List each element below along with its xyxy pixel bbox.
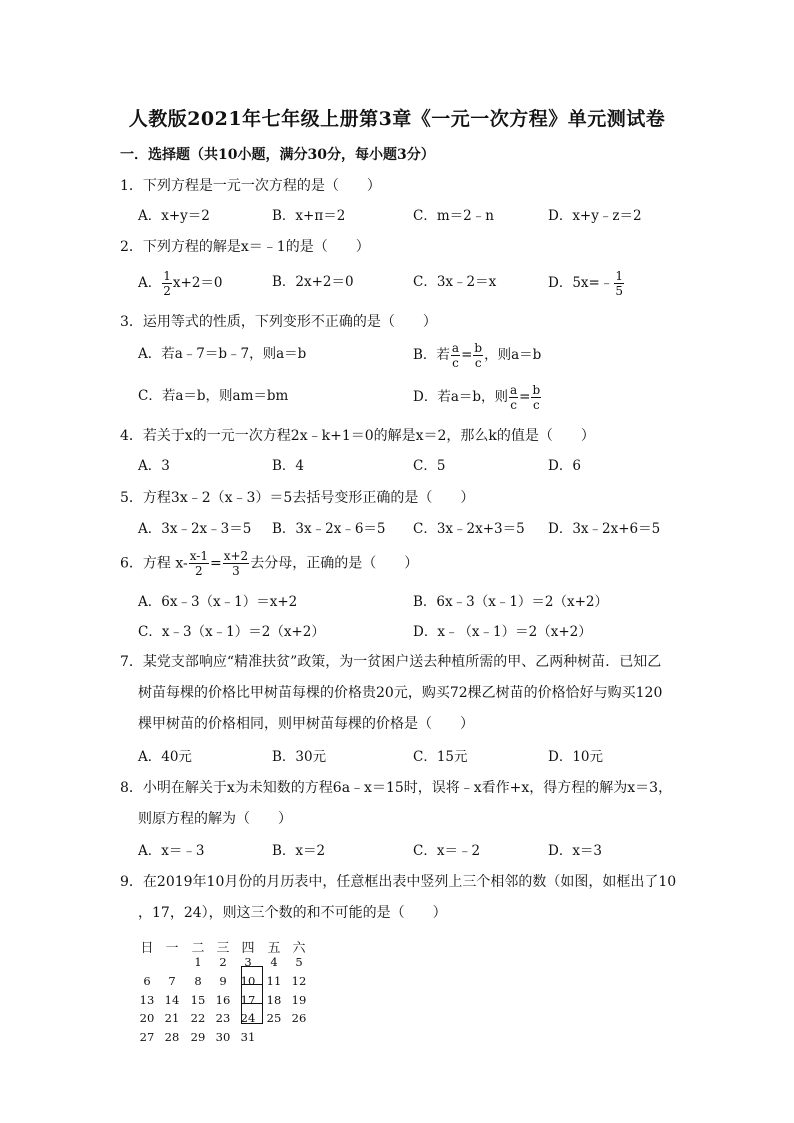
calendar-day: 13 bbox=[139, 993, 155, 1007]
question-3-stem: 3．运用等式的性质，下列变形不正确的是（ ） bbox=[120, 314, 437, 330]
numerator: x+2 bbox=[223, 549, 249, 563]
calendar-day: 23 bbox=[215, 1011, 231, 1025]
calendar-weekday-header: 一 bbox=[165, 941, 179, 956]
question-6-option-a: A．6x﹣3（x﹣1）＝x+2 bbox=[138, 594, 298, 610]
fraction bbox=[473, 342, 483, 369]
question-3-option-b bbox=[413, 342, 541, 369]
question-5-option-c: C．3x﹣2x+3＝5 bbox=[413, 521, 525, 537]
question-4-option-b: B．4 bbox=[272, 458, 305, 474]
denominator: c bbox=[532, 398, 540, 412]
denominator: 3 bbox=[232, 564, 240, 578]
calendar-day: 19 bbox=[291, 993, 307, 1007]
option-text: D．5x=﹣ bbox=[548, 275, 614, 291]
question-8-stem-line-2: 则原方程的解为（ ） bbox=[138, 811, 292, 827]
question-8-option-d: D．x＝3 bbox=[548, 843, 603, 859]
calendar-weekday-header: 六 bbox=[292, 941, 306, 956]
calendar-day: 8 bbox=[194, 974, 202, 988]
question-9-stem-line-2: ，17，24），则这三个数的和不可能的是（ ） bbox=[138, 905, 447, 921]
calendar-day: 14 bbox=[164, 993, 180, 1007]
denominator: 2 bbox=[163, 284, 171, 298]
stem-text: 6．方程 x- bbox=[120, 555, 188, 572]
question-1-stem: 1．下列方程是一元一次方程的是（ ） bbox=[120, 178, 381, 194]
calendar-day: 1 bbox=[194, 955, 202, 969]
page-title: 人教版2021年七年级上册第3章《一元一次方程》单元测试卷 bbox=[128, 108, 666, 130]
question-7-option-b: B．30元 bbox=[272, 749, 327, 765]
question-1-option-b: B．x+π＝2 bbox=[272, 208, 346, 224]
numerator: a bbox=[510, 383, 518, 397]
question-7-option-d: D．10元 bbox=[548, 749, 604, 765]
calendar-day: 4 bbox=[270, 955, 278, 969]
question-1-option-c: C．m＝2﹣n bbox=[413, 208, 494, 224]
question-4-option-d: D．6 bbox=[548, 458, 581, 474]
section-heading: 一．选择题（共10小题，满分30分，每小题3分） bbox=[120, 147, 435, 163]
calendar-day: 10 bbox=[240, 974, 256, 988]
question-8-option-c: C．x＝﹣2 bbox=[413, 843, 481, 859]
question-1-option-a: A．x+y＝2 bbox=[138, 208, 210, 224]
denominator: 5 bbox=[615, 284, 623, 298]
option-text: ，则a＝b bbox=[484, 347, 542, 363]
question-6-option-d: D．x﹣（x﹣1）＝2（x+2） bbox=[413, 624, 592, 640]
numerator: b bbox=[474, 341, 483, 355]
fraction bbox=[189, 550, 209, 577]
option-text: D．若a＝b，则 bbox=[413, 389, 509, 405]
calendar-day: 31 bbox=[240, 1030, 256, 1044]
question-9-stem-line-1: 9．在2019年10月份的月历表中，任意框出表中竖列上三个相邻的数（如图，如框出了10 bbox=[120, 874, 677, 890]
question-2-option-b: B．2x+2＝0 bbox=[272, 274, 354, 290]
question-3-option-a: A．若a﹣7＝b﹣7，则a＝b bbox=[138, 346, 307, 362]
question-3-option-d bbox=[413, 384, 542, 411]
calendar-day: 20 bbox=[139, 1011, 155, 1025]
fraction bbox=[162, 270, 172, 297]
calendar-day: 25 bbox=[266, 1011, 282, 1025]
question-8-option-a: A．x＝﹣3 bbox=[138, 843, 205, 859]
calendar-day: 24 bbox=[240, 1011, 256, 1025]
fraction bbox=[509, 384, 518, 411]
question-7-option-c: C．15元 bbox=[413, 749, 468, 765]
question-2-option-d bbox=[548, 270, 625, 297]
numerator: a bbox=[451, 341, 460, 355]
fraction bbox=[531, 384, 541, 411]
question-7-stem-line-1: 7．某党支部响应“精准扶贫”政策，为一贫困户送去种植所需的甲、乙两种树苗．已知乙 bbox=[120, 654, 662, 670]
calendar-day: 21 bbox=[164, 1011, 180, 1025]
calendar-day: 2 bbox=[219, 955, 227, 969]
question-6-stem bbox=[120, 550, 418, 577]
calendar-day: 15 bbox=[190, 993, 206, 1007]
calendar-day: 6 bbox=[143, 974, 151, 988]
calendar-weekday-header: 三 bbox=[216, 941, 230, 956]
question-6-option-b: B．6x﹣3（x﹣1）＝2（x+2） bbox=[413, 594, 609, 610]
calendar-weekday-header: 五 bbox=[267, 941, 281, 956]
equals-sign: = bbox=[519, 389, 531, 405]
question-2-option-a bbox=[138, 270, 223, 297]
option-text: x+2＝0 bbox=[172, 275, 223, 291]
calendar-day: 5 bbox=[295, 955, 303, 969]
question-1-option-d: D．x+y﹣z＝2 bbox=[548, 208, 642, 224]
fraction bbox=[614, 270, 624, 297]
calendar-day: 18 bbox=[266, 993, 282, 1007]
option-text: B．若 bbox=[413, 347, 450, 363]
question-7-stem-line-2: 树苗每棵的价格比甲树苗每棵的价格贵20元，购买72棵乙树苗的价格恰好与购买120 bbox=[138, 685, 663, 701]
equals-sign: = bbox=[461, 347, 473, 363]
denominator: 2 bbox=[195, 564, 203, 578]
calendar-day: 16 bbox=[215, 993, 231, 1007]
denominator: c bbox=[510, 398, 517, 412]
question-7-stem-line-3: 棵甲树苗的价格相同，则甲树苗每棵的价格是（ ） bbox=[138, 716, 474, 732]
calendar-weekday-header: 日 bbox=[140, 941, 154, 956]
question-8-option-b: B．x＝2 bbox=[272, 843, 326, 859]
calendar-weekday-header: 二 bbox=[191, 941, 205, 956]
calendar-day: 30 bbox=[215, 1030, 231, 1044]
calendar-day: 11 bbox=[266, 974, 282, 988]
calendar-day: 7 bbox=[168, 974, 176, 988]
question-6-option-c: C．x﹣3（x﹣1）＝2（x+2） bbox=[138, 624, 325, 640]
denominator: c bbox=[474, 356, 482, 370]
question-7-option-a: A．40元 bbox=[138, 749, 192, 765]
question-5-option-d: D．3x﹣2x+6＝5 bbox=[548, 521, 661, 537]
stem-text: 去分母，正确的是（ ） bbox=[250, 555, 419, 572]
numerator: x-1 bbox=[189, 549, 208, 563]
question-2-stem: 2．下列方程的解是x＝﹣1的是（ ） bbox=[120, 239, 370, 255]
calendar-day: 29 bbox=[190, 1030, 206, 1044]
numerator: b bbox=[532, 383, 541, 397]
question-5-option-a: A．3x﹣2x﹣3＝5 bbox=[138, 521, 252, 537]
numerator: 1 bbox=[163, 269, 171, 283]
calendar-day: 3 bbox=[244, 955, 252, 969]
calendar-day: 12 bbox=[291, 974, 307, 988]
calendar-day: 26 bbox=[291, 1011, 307, 1025]
question-4-option-c: C．5 bbox=[413, 458, 446, 474]
calendar-day: 9 bbox=[219, 974, 227, 988]
fraction bbox=[223, 550, 249, 577]
fraction bbox=[451, 342, 460, 369]
numerator: 1 bbox=[615, 269, 623, 283]
calendar-day: 27 bbox=[139, 1030, 155, 1044]
calendar-day: 17 bbox=[240, 993, 256, 1007]
question-5-option-b: B．3x﹣2x﹣6＝5 bbox=[272, 521, 386, 537]
question-5-stem: 5．方程3x﹣2（x﹣3）＝5去括号变形正确的是（ ） bbox=[120, 490, 475, 506]
question-8-stem-line-1: 8．小明在解关于x为未知数的方程6a﹣x＝15时，误将﹣x看作+x，得方程的解为x＝3， bbox=[120, 780, 673, 796]
calendar-weekday-header: 四 bbox=[241, 941, 255, 956]
calendar-day: 22 bbox=[190, 1011, 206, 1025]
question-3-option-c: C．若a＝b，则am＝bm bbox=[138, 388, 289, 404]
question-4-option-a: A．3 bbox=[138, 458, 170, 474]
question-4-stem: 4．若关于x的一元一次方程2x﹣k+1＝0的解是x＝2，那么k的值是（ ） bbox=[120, 428, 595, 444]
equals-sign: = bbox=[210, 555, 222, 572]
question-2-option-c: C．3x﹣2＝x bbox=[413, 274, 497, 290]
denominator: c bbox=[452, 356, 459, 370]
calendar-day: 28 bbox=[164, 1030, 180, 1044]
option-label: A． bbox=[138, 275, 162, 291]
